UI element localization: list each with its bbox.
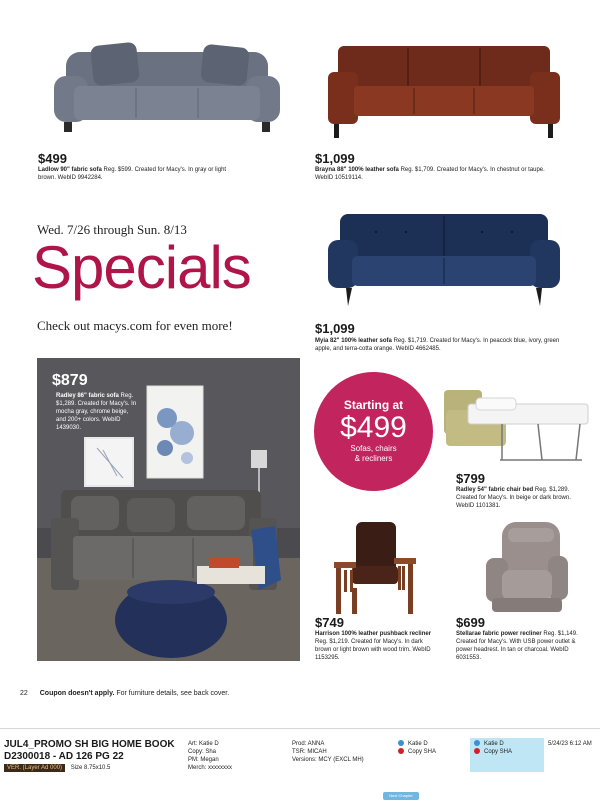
product-description xyxy=(456,486,581,510)
product-details: Reg. $599. Created for Macy's. In gray or light brown. WebID 9942284. xyxy=(38,167,227,181)
specials-subtitle: Check out macys.com for even more! xyxy=(37,318,233,333)
product-description xyxy=(315,166,545,182)
product-details: Reg. $1,289. Created for Macy's. In mocha gray, chrome beige, and 200+ colors. WebID 1439030. xyxy=(56,393,137,431)
product-name: Brayna 88" 100% leather sofa xyxy=(315,167,399,173)
ladlow-sofa-image xyxy=(52,38,282,138)
product-name: Harrison 100% leather pushback recliner xyxy=(315,631,432,637)
blue-dot-icon xyxy=(398,740,404,746)
product-name: Ladlow 90" fabric sofa xyxy=(38,167,102,173)
product-details: Reg. $1,709. Created for Macy's. In chestnut or taupe. WebID 10519114. xyxy=(315,167,545,181)
product-details: Reg. $1,149. Created for Macy's. With USB power outlet & power headrest. In tan or charcoal. WebID 6031553. xyxy=(456,631,578,661)
product-name: Radley 86" fabric sofa xyxy=(56,393,119,399)
slug-production xyxy=(292,740,364,764)
slug-version: VER. (Layer Ad 000) xyxy=(4,764,65,772)
harrison-recliner-image xyxy=(322,518,422,618)
coupon-note-bold: Coupon doesn't apply. xyxy=(39,690,115,697)
blue-dot-icon xyxy=(474,740,480,746)
coupon-note-rest: For furniture details, see back cover. xyxy=(116,690,230,697)
product-details: Reg. $1,719. Created for Macy's. In peacock blue, ivory, green apple, and terra-cotta orange. WebID 4662485. xyxy=(315,338,560,352)
slug-divider xyxy=(0,728,600,729)
brayna-sofa-image xyxy=(326,40,562,140)
product-price: $749 xyxy=(315,615,344,630)
radley-chair-bed-image xyxy=(442,386,592,466)
slug-approver3: Katie D xyxy=(484,741,504,747)
slug-job-line1: JUL4_PROMO SH BIG HOME BOOK xyxy=(4,739,175,750)
product-description xyxy=(456,630,581,662)
slug-job-block xyxy=(4,739,179,771)
product-price: $879 xyxy=(52,372,88,389)
slug-tsr: TSR: MICAH xyxy=(292,749,327,755)
slug-approvals-1 xyxy=(398,740,436,756)
next-chapter-tab[interactable] xyxy=(383,792,419,800)
slug-art: Art: Katie D xyxy=(188,741,219,747)
product-name: Radley 54" fabric chair bed xyxy=(456,487,534,493)
product-description xyxy=(38,166,228,182)
product-details: Reg. $1,219. Created for Macy's. In dark brown or light brown with wood trim. WebID 1153295. xyxy=(315,639,431,661)
product-price: $1,099 xyxy=(315,151,355,166)
slug-merch: Merch: xxxxxxxx xyxy=(188,765,233,771)
slug-approver4: Copy SHA xyxy=(484,749,513,755)
slug-team xyxy=(188,740,232,772)
badge-line3: & recliners xyxy=(354,454,393,463)
product-price: $499 xyxy=(38,151,67,166)
badge-line1: Starting at xyxy=(343,398,404,412)
red-dot-icon xyxy=(474,748,480,754)
product-price: $1,099 xyxy=(315,321,355,336)
slug-prod: Prod: ANNA xyxy=(292,741,325,747)
slug-job-line2: D2300018 - AD 126 PG 22 xyxy=(4,751,124,762)
page-footer xyxy=(20,690,229,697)
badge-price: $499 xyxy=(340,411,407,444)
slug-versions: Versions: MCY (EXCL MH) xyxy=(292,757,364,763)
red-dot-icon xyxy=(398,748,404,754)
product-details: Reg. $1,289. Created for Macy's. In beige or dark brown. WebID 1101381. xyxy=(456,487,571,509)
badge-line2: Sofas, chairs xyxy=(350,444,397,453)
product-name: Stellarae fabric power recliner xyxy=(456,631,542,637)
product-description xyxy=(56,392,138,432)
slug-pm: PM: Megan xyxy=(188,757,219,763)
specials-date-range: Wed. 7/26 through Sun. 8/13 xyxy=(37,222,187,237)
product-price: $799 xyxy=(456,471,485,486)
product-description xyxy=(315,337,565,353)
starting-at-badge xyxy=(314,372,433,491)
product-name: Myia 82" 100% leather sofa xyxy=(315,338,392,344)
product-description xyxy=(315,630,435,662)
slug-size: Size 8.75x10.5 xyxy=(70,765,111,771)
slug-approver2: Copy SHA xyxy=(408,749,437,755)
product-price: $699 xyxy=(456,615,485,630)
page-number: 22 xyxy=(20,690,28,697)
slug-datetime: 5/24/23 6:12 AM xyxy=(548,741,592,747)
slug-copy: Copy: Sha xyxy=(188,749,217,755)
stellarae-recliner-image xyxy=(472,520,572,616)
slug-approvals-2 xyxy=(470,738,544,772)
slug-approver1: Katie D xyxy=(408,741,428,747)
specials-title: Specials xyxy=(32,234,251,301)
myia-sofa-image xyxy=(326,210,562,312)
next-chapter-label: Next Chapter xyxy=(389,793,413,798)
